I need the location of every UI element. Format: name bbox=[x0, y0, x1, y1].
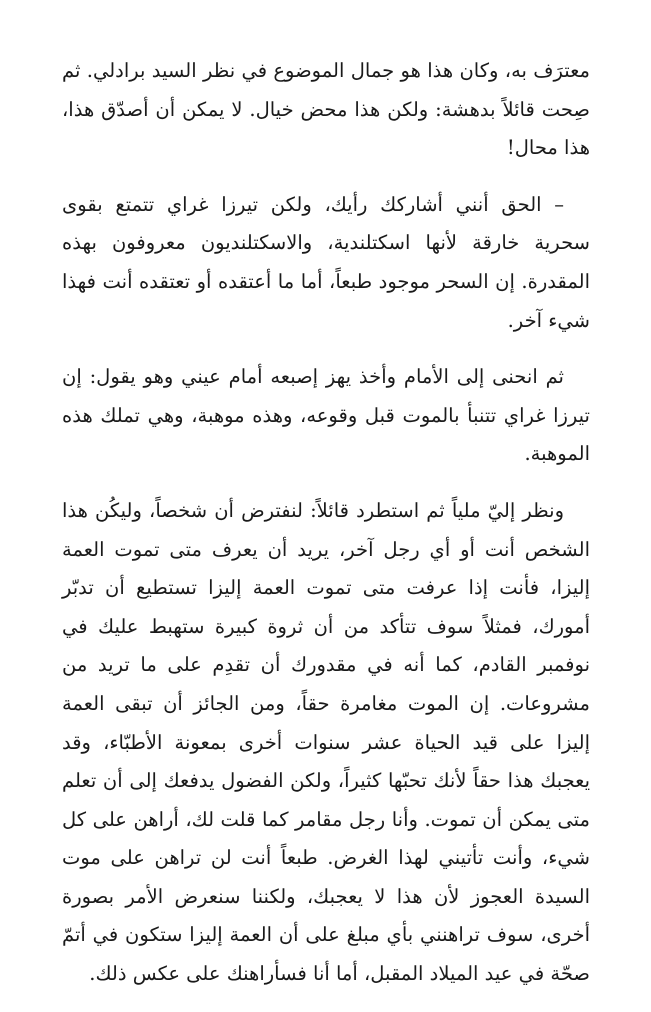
paragraph-2: – الحق أنني أشاركك رأيك، ولكن تيرزا غراي تتمتع بقوى سحرية خارقة لأنها اسكتلندية، والاسكتلنديون معروفون بهذه المقدرة. إن السحر موجود طبعاً، أما ما أعتقده أو تعتقده أنت فهذا شيء آخر. bbox=[62, 192, 590, 332]
paragraph-1: معترَف به، وكان هذا هو جمال الموضوع في نظر السيد برادلي. ثم صِحت قائلاً بدهشة: ولكن هذا محض خيال. لا يمكن أن أصدّق هذا، هذا محال! bbox=[62, 59, 590, 160]
paragraph-4: ونظر إليّ ملياً ثم استطرد قائلاً: لنفترض أن شخصاً، وليكُن هذا الشخص أنت أو أي رجل آخر، يريد أن يعرف متى تموت العمة إليزا، فأنت إذا عرفت متى تموت العمة إليزا تستطيع أن تدبّر أمورك، فمثلاً سوف تتأكد من أن ثروة كبيرة ستهبط عليك في نوفمبر القادم، كما أنه في مقدورك أن تقدِم على ما تريد من مشروعات. إن الموت مغامرة حقاً، ومن الجائز أن تبقى العمة إليزا على قيد الحياة عشر سنوات أخرى بمعونة الأطبّاء، وقد يعجبك هذا حقاً لأنك تحبّها كثيراً، ولكن الفضول يدفعك إلى أن تعلم متى يمكن أن تموت. وأنا رجل مقامر كما قلت لك، أراهن على كل شيء، وأنت تأتيني لهذا الغرض. طبعاً أنت لن تراهن على موت السيدة العجوز لأن هذا لا يعجبك، ولكننا سنعرض الأمر بصورة أخرى، سوف تراهنني بأي مبلغ على أن العمة إليزا ستكون في أتمّ صحّة في عيد الميلاد المقبل، أما أنا فسأراهنك على عكس ذلك. bbox=[62, 498, 590, 986]
paragraph-3: ثم انحنى إلى الأمام وأخذ يهز إصبعه أمام عيني وهو يقول: إن تيرزا غراي تتنبأ بالموت قبل وقوعه، وهذه موهبة، وهي تملك هذه الموهبة. bbox=[62, 365, 590, 466]
book-page-body bbox=[62, 52, 590, 1012]
